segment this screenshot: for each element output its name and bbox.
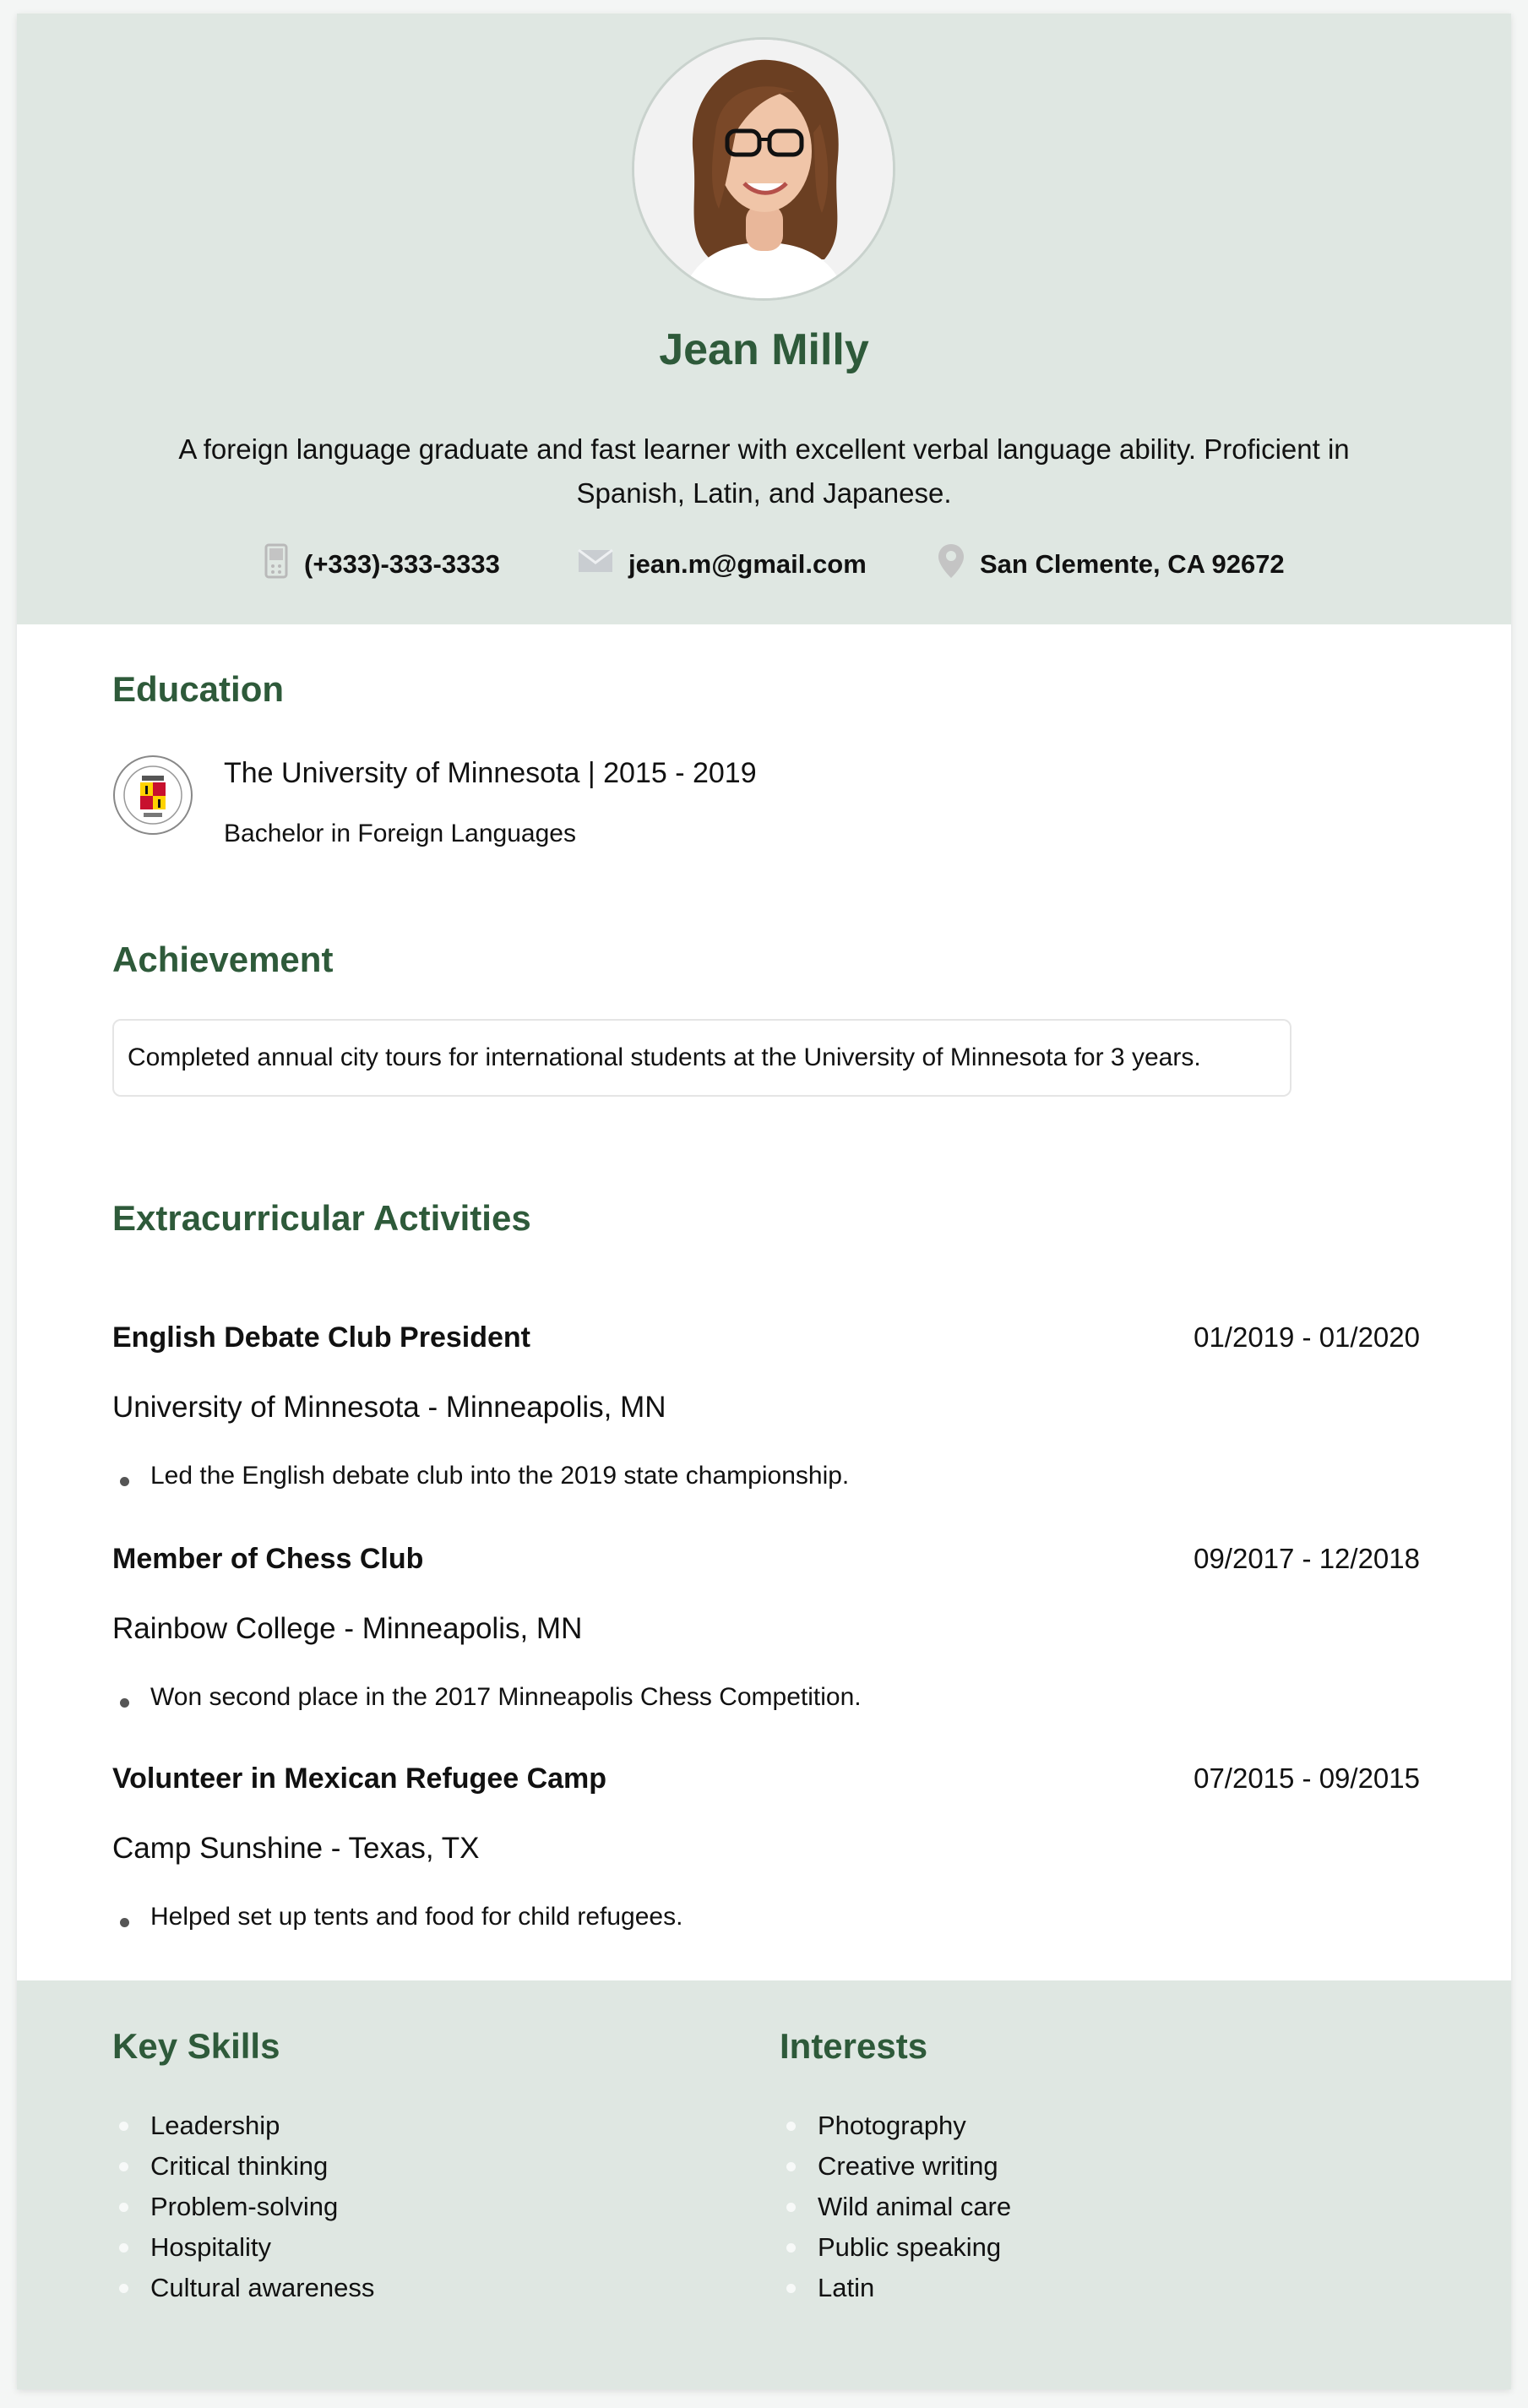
achievement-text: Completed annual city tours for international students at the University of Minnesota for 3 years. [128,1043,1201,1071]
contact-phone [264,544,500,585]
activities-heading: Extracurricular Activities [112,1198,531,1238]
activity-organization: Camp Sunshine - Texas, TX [112,1832,480,1865]
interest-item: Wild animal care [780,2187,1011,2227]
bullet-icon [120,1477,129,1486]
interests-heading: Interests [780,2026,928,2066]
skill-item: Cultural awareness [112,2268,374,2308]
education-school: The University of Minnesota | 2015 - 2019 [224,757,757,789]
skills-interests-panel [17,1980,1511,2389]
contact-email [578,544,867,585]
activity-dates: 09/2017 - 12/2018 [1194,1543,1420,1574]
education-heading: Education [112,669,285,709]
profile-summary: A foreign language graduate and fast learner with excellent verbal language ability. Proficient in Spanish, Latin, and Japanese. [178,433,1350,509]
activity-dates: 01/2019 - 01/2020 [1194,1321,1420,1353]
university-seal-icon [111,754,194,836]
contact-bar [17,544,1511,585]
key-skills-list [112,2106,374,2308]
achievement-card [112,1019,1291,1097]
interest-item: Latin [780,2268,1011,2308]
interest-item: Public speaking [780,2227,1011,2268]
interests-list [780,2106,1011,2308]
resume-header [17,14,1511,624]
candidate-name: Jean Milly [659,325,869,374]
skill-item: Problem-solving [112,2187,374,2227]
location-text: San Clemente, CA 92672 [980,549,1285,579]
activity-description: Led the English debate club into the 2019 state championship. [150,1462,850,1490]
bullet-icon [120,1918,129,1927]
activity-role: Member of Chess Club [112,1543,424,1575]
phone-icon [264,543,289,586]
key-skills-heading: Key Skills [112,2026,280,2066]
skill-item: Critical thinking [112,2146,374,2187]
bullet-icon [120,1698,129,1708]
activity-dates: 07/2015 - 09/2015 [1194,1762,1420,1794]
interest-item: Creative writing [780,2146,1011,2187]
resume-page [17,14,1511,2389]
profile-photo [632,37,895,301]
skill-item: Leadership [112,2106,374,2146]
location-pin-icon [938,543,965,586]
education-degree: Bachelor in Foreign Languages [224,820,576,847]
activity-organization: Rainbow College - Minneapolis, MN [112,1612,583,1645]
skill-item: Hospitality [112,2227,374,2268]
email-icon [578,548,613,580]
achievement-heading: Achievement [112,940,334,979]
activity-description: Won second place in the 2017 Minneapolis Chess Competition. [150,1683,862,1711]
email-text[interactable]: jean.m@gmail.com [628,549,867,579]
interest-item: Photography [780,2106,1011,2146]
contact-location [938,544,1285,585]
activity-description: Helped set up tents and food for child refugees. [150,1903,683,1931]
phone-text[interactable]: (+333)-333-3333 [304,549,500,579]
activity-role: English Debate Club President [112,1321,530,1354]
activity-role: Volunteer in Mexican Refugee Camp [112,1762,607,1795]
activity-organization: University of Minnesota - Minneapolis, MN [112,1391,666,1424]
